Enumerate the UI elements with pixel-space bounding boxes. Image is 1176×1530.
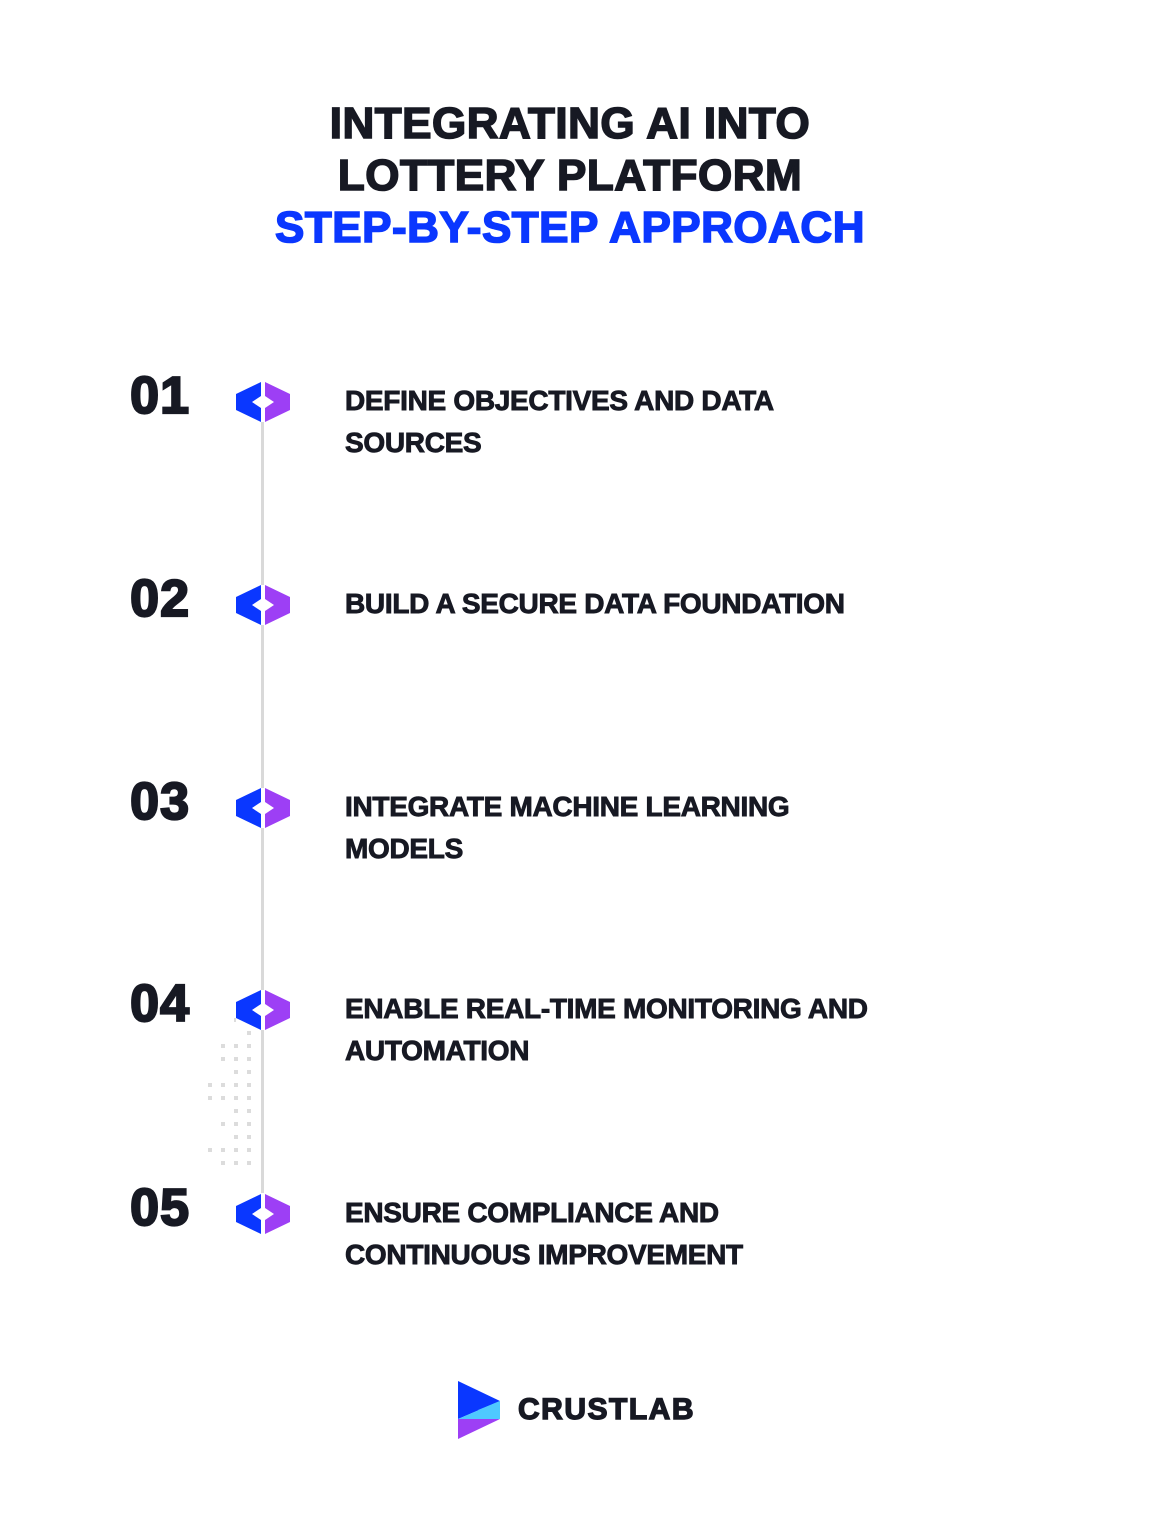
step-label: ENABLE REAL-TIME MONITORING AND AUTOMATION (345, 993, 868, 1066)
step-label: BUILD A SECURE DATA FOUNDATION (345, 588, 845, 619)
step-label: INTEGRATE MACHINE LEARNING MODELS (345, 791, 790, 864)
decorative-dot (234, 1083, 238, 1087)
decorative-dot (234, 1096, 238, 1100)
decorative-dot (221, 1161, 225, 1165)
decorative-dot (221, 1122, 225, 1126)
subtitle: STEP-BY-STEP APPROACH (275, 203, 865, 252)
decorative-dot (221, 1083, 225, 1087)
decorative-dot (247, 1161, 251, 1165)
decorative-dot (247, 1083, 251, 1087)
decorative-dot (208, 1148, 212, 1152)
decorative-dot (247, 1109, 251, 1113)
step-02 (0, 571, 1176, 661)
diamond-bracket-icon (236, 1194, 290, 1234)
step-number: 03 (130, 773, 190, 831)
decorative-dot (234, 1148, 238, 1152)
diamond-bracket-icon (236, 788, 290, 828)
step-number: 02 (130, 570, 190, 628)
step-03 (0, 774, 1176, 864)
diamond-bracket-icon (236, 585, 290, 625)
crustlab-logo (458, 1380, 695, 1440)
decorative-dot (234, 1122, 238, 1126)
decorative-dot (247, 1096, 251, 1100)
step-label: ENSURE COMPLIANCE AND CONTINUOUS IMPROVEMENT (345, 1197, 743, 1270)
step-number: 01 (130, 367, 190, 425)
page-title (0, 98, 1140, 254)
decorative-dot (247, 1135, 251, 1139)
decorative-dot (221, 1096, 225, 1100)
decorative-dot (247, 1122, 251, 1126)
decorative-dot (208, 1096, 212, 1100)
step-05 (0, 1180, 1176, 1270)
step-label: DEFINE OBJECTIVES AND DATA SOURCES (345, 385, 774, 458)
decorative-dot (234, 1109, 238, 1113)
decorative-dot (247, 1070, 251, 1074)
decorative-dot (247, 1148, 251, 1152)
decorative-dot (234, 1070, 238, 1074)
title-line-2: LOTTERY PLATFORM (337, 151, 803, 200)
diamond-bracket-icon (236, 990, 290, 1030)
brand-name: CRUSTLAB (518, 1393, 695, 1426)
step-01 (0, 368, 1176, 458)
title-line-1: INTEGRATING AI INTO (329, 99, 811, 148)
step-04 (0, 976, 1176, 1066)
decorative-dot (208, 1083, 212, 1087)
decorative-dot (221, 1148, 225, 1152)
step-number: 04 (130, 975, 190, 1033)
decorative-dot (234, 1135, 238, 1139)
crustlab-play-logo-icon (458, 1381, 500, 1439)
step-number: 05 (130, 1179, 190, 1237)
diamond-bracket-icon (236, 382, 290, 422)
decorative-dot (234, 1161, 238, 1165)
